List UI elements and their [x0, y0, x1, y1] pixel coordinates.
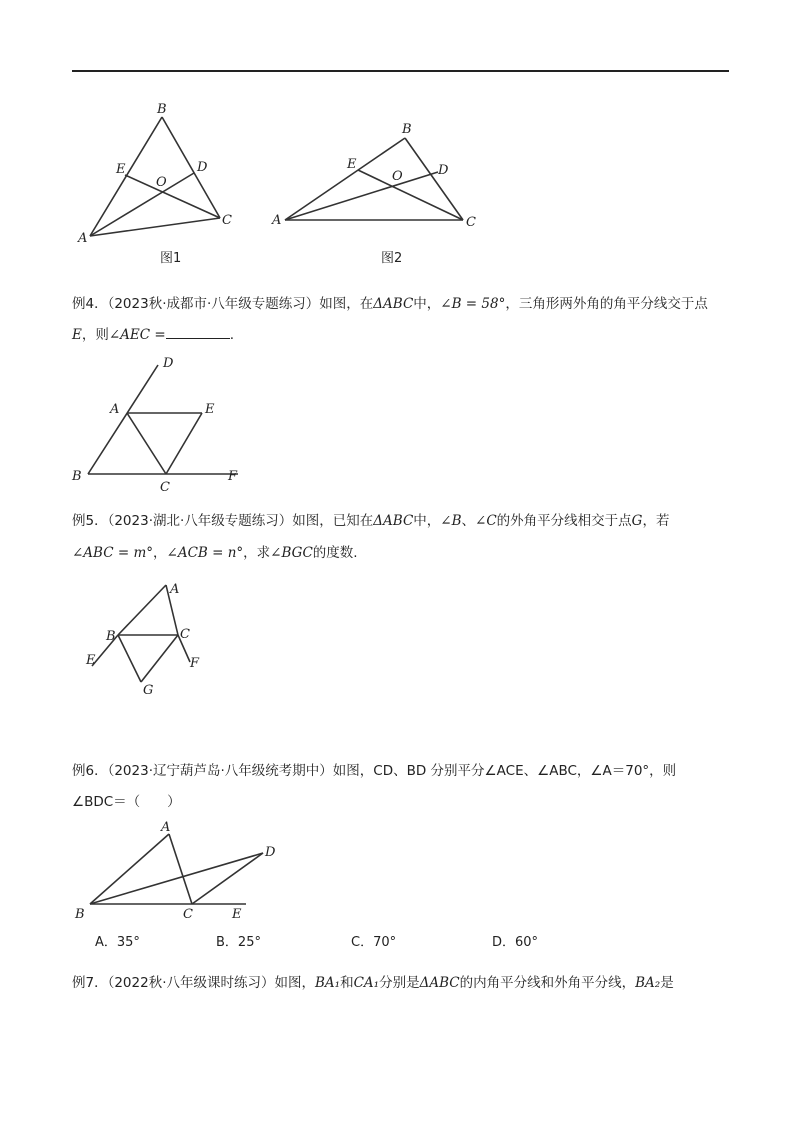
ex4-line2-text: ，则 [81, 327, 109, 343]
ex5-label-A: A [170, 582, 180, 597]
ex6-line1: 例6．（2023·辽宁葫芦岛·八年级统考期中）如图，CD、BD 分别平分∠ACE、∠ABC，∠A＝70°，则 [72, 763, 677, 779]
ex5-label-G: G [143, 683, 154, 698]
ex6-label-C: C [183, 907, 193, 922]
ex5-line1 [72, 511, 669, 531]
ex5-mid2: 的外角平分线相交于点 [496, 513, 632, 529]
fig1-label-D: D [197, 160, 208, 175]
ex6-label-A: A [161, 820, 171, 835]
ex6-figure [74, 820, 276, 922]
fig2-label-A: A [272, 213, 282, 228]
ex7-and: 和 [340, 975, 354, 991]
fig1-caption: 图1 [160, 251, 182, 266]
ex4-label-C: C [160, 480, 170, 495]
ex4-label-B: B [72, 469, 82, 484]
fig1-label-C: C [222, 213, 232, 228]
ex5-angle-ABC: ∠ABC = m° [72, 545, 154, 561]
fig1-label-O: O [156, 175, 167, 190]
ex6-line2: ∠BDC＝（ ） [72, 794, 181, 810]
fig2-label-O: O [392, 169, 403, 184]
fig1-label-B: B [157, 102, 167, 117]
ex5-label-F: F [190, 656, 200, 671]
ex4-label-A: A [110, 402, 120, 417]
ex5-line2 [72, 543, 358, 563]
ex4-label-F: F [228, 469, 238, 484]
ex5-angle-ACB: ∠ACB = n° [166, 545, 244, 561]
fig1-label-A: A [78, 231, 88, 246]
fig1-label-E: E [116, 162, 126, 177]
ex5-label-C: C [180, 627, 190, 642]
ex6-label-E: E [232, 907, 242, 922]
ex5-label-B: B [106, 629, 116, 644]
ex5-point-G: G [631, 513, 643, 529]
ex7-line1 [72, 973, 674, 993]
ex7-end: 是 [660, 975, 674, 991]
ex4-label-E: E [205, 402, 215, 417]
ex7-ba1: BA₁ [315, 975, 341, 991]
ex4-angle: ∠B = 58° [440, 296, 506, 312]
ex5-angle-B: ∠B [440, 513, 462, 529]
ex5-line2-sep: ， [153, 545, 167, 561]
fig2-label-D: D [438, 163, 449, 178]
ex5-figure [85, 582, 200, 698]
ex7-mid: 分别是 [379, 975, 420, 991]
ex5-line2-end: 的度数. [312, 545, 358, 561]
fig2-label-E: E [347, 157, 357, 172]
ex7-prefix: 例7．（2022秋·八年级课时练习）如图， [72, 975, 315, 991]
ex7-mid2: 的内角平分线和外角平分线， [459, 975, 636, 991]
ex6-label-B: B [75, 907, 85, 922]
ex5-angle-BGC: ∠BGC [270, 545, 313, 561]
ex4-point-E: E [72, 327, 82, 343]
ex6-label-D: D [265, 845, 276, 860]
ex7-ba2: BA₂ [635, 975, 661, 991]
ex6-option-d[interactable]: D．60° [492, 935, 539, 950]
figure-2 [271, 122, 476, 266]
figure-1 [77, 102, 232, 266]
ex7-triangle: ΔABC [419, 975, 460, 991]
ex5-sep: 、 [461, 513, 476, 529]
ex4-line2 [72, 325, 234, 345]
ex4-answer-blank[interactable] [166, 325, 230, 339]
ex5-mid1: 中， [413, 513, 441, 529]
ex5-triangle: ΔABC [373, 513, 414, 529]
ex5-prefix: 例5．（2023·湖北·八年级专题练习）如图，已知在 [72, 513, 374, 529]
ex5-label-E: E [86, 653, 96, 668]
ex4-end: . [229, 327, 235, 343]
fig2-label-B: B [402, 122, 412, 137]
ex4-expr: ∠AEC = [108, 327, 166, 343]
ex4-figure [71, 356, 238, 495]
fig2-caption: 图2 [381, 251, 403, 266]
ex4-mid1: 中， [413, 296, 441, 312]
ex4-mid2: ，三角形两外角的角平分线交于点 [505, 296, 708, 312]
ex5-line2-mid: ，求 [243, 545, 271, 561]
ex7-ca1: CA₁ [353, 975, 380, 991]
ex5-angle-C: ∠C [475, 513, 497, 529]
ex6-option-b[interactable]: B．25° [216, 935, 261, 950]
ex4-label-D: D [163, 356, 174, 371]
ex4-line1 [72, 294, 708, 314]
ex4-triangle: ΔABC [373, 296, 414, 312]
ex6-option-c[interactable]: C．70° [351, 935, 397, 950]
fig2-label-C: C [466, 215, 476, 230]
ex4-prefix: 例4．（2023秋·成都市·八年级专题练习）如图，在 [72, 296, 374, 312]
ex5-end1: ，若 [642, 513, 670, 529]
ex6-option-a[interactable]: A．35° [95, 935, 140, 950]
